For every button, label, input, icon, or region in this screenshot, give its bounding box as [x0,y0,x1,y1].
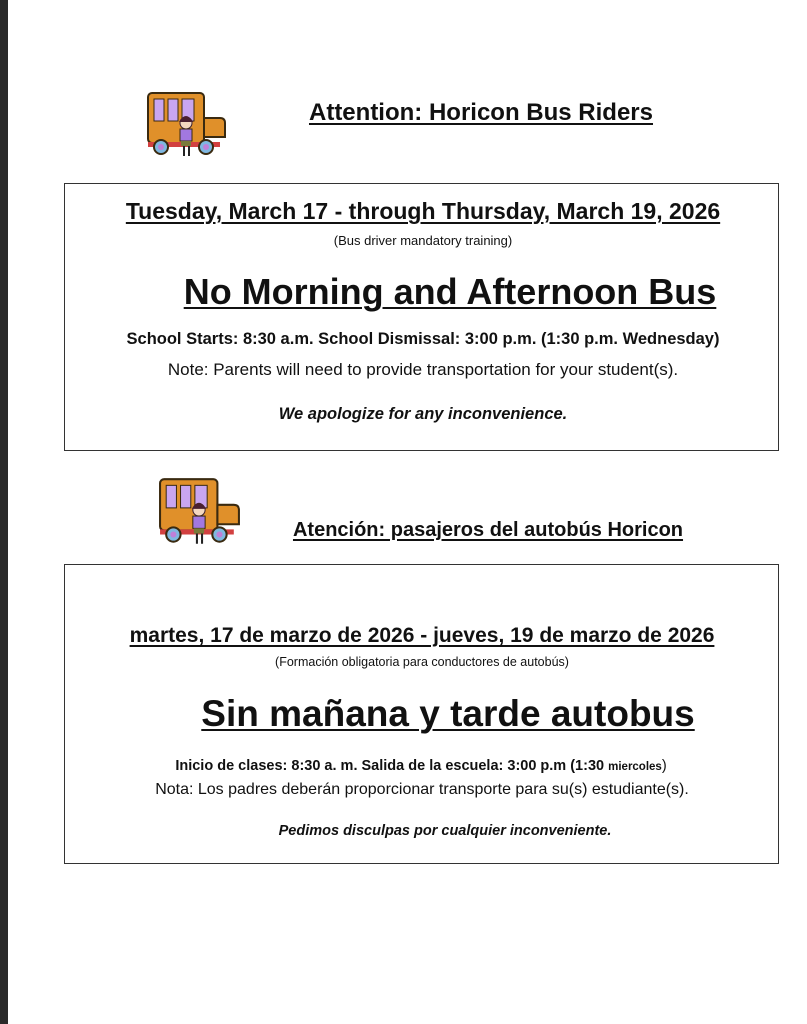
spanish-headline: Sin mañana y tarde autobus [201,693,695,734]
school-bus-icon [158,476,242,550]
left-edge-bar [0,0,8,1024]
school-bus-icon [146,90,228,162]
spanish-apology: Pedimos disculpas por cualquier inconveniente. [278,823,612,839]
spanish-times-main: Inicio de clases: 8:30 a. m. Salida de la escuela: 3:00 p.m (1:30 [175,758,609,774]
spanish-dates: martes, 17 de marzo de 2026 - jueves, 19 de marzo de 2026 [129,624,715,647]
spanish-reason: (Formación obligatoria para conductores de autobús) [275,655,569,669]
english-reason: (Bus driver mandatory training) [333,233,513,248]
english-notice-box [64,183,779,451]
spanish-times [175,758,666,774]
english-headline: No Morning and Afternoon Bus [183,271,717,312]
english-times: School Starts: 8:30 a.m. School Dismissal: 3:00 p.m. (1:30 p.m. Wednesday) [126,330,720,348]
english-dates: Tuesday, March 17 - through Thursday, March 19, 2026 [125,198,721,224]
spanish-title: Atención: pasajeros del autobús Horicon [292,519,684,541]
english-note: Note: Parents will need to provide transportation for your student(s). [167,360,679,379]
spanish-times-day: miercoles [608,761,662,773]
english-title: Attention: Horicon Bus Riders [308,99,654,126]
spanish-note: Nota: Los padres deberán proporcionar transporte para su(s) estudiante(s). [155,781,689,798]
spanish-notice-box [64,564,779,864]
spanish-times-end: ) [661,758,667,774]
english-apology: We apologize for any inconvenience. [278,405,568,423]
